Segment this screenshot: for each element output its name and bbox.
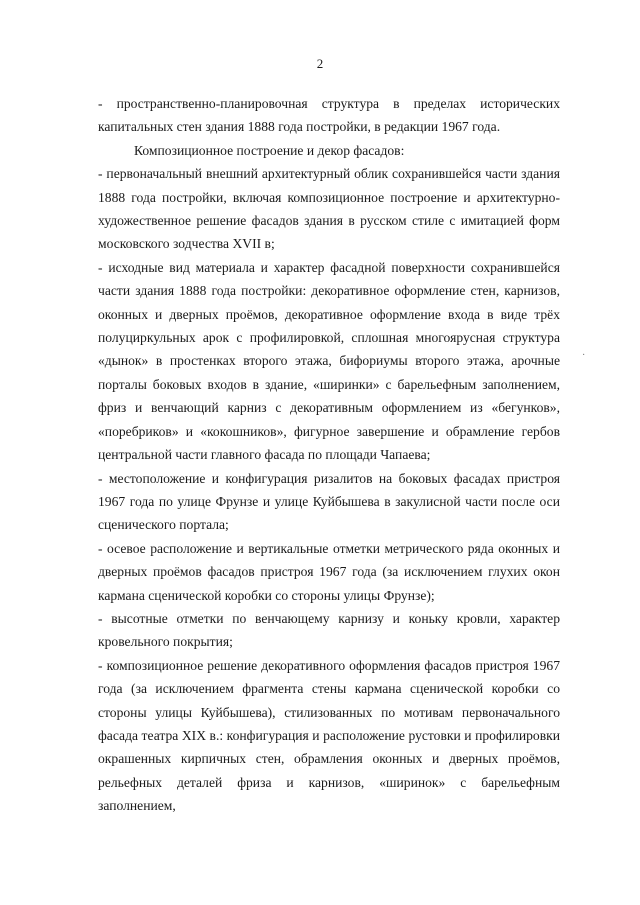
body-text (98, 92, 560, 818)
paragraph: - осевое расположение и вертикальные отметки метрического ряда оконных и дверных проёмов фасадов пристроя 1967 года (за исключением глухих окон кармана сценической коробки со стороны улицы Фрунзе); (98, 540, 560, 603)
paragraph: - местоположение и конфигурация ризалитов на боковых фасадах пристроя 1967 года по улице Фрунзе и улице Куйбышева в закулисной части после оси сценического портала; (98, 470, 560, 533)
paragraph: - композиционное решение декоративного оформления фасадов пристроя 1967 года (за исключением фрагмента стены кармана сценической коробки со стороны улицы Куйбышева), стилизованных по мотивам первоначального фасада театра XIX в.: конфигурация и расположение рустовки и профилировки окрашенных кирпичных стен, обрамления оконных и дверных проёмов, рельефных деталей фриза и карнизов, «ширинок» с барельефным заполнением, (98, 657, 560, 814)
paragraph: - высотные отметки по венчающему карнизу и коньку кровли, характер кровельного покрытия; (98, 610, 560, 650)
paragraph: - пространственно-планировочная структура в пределах исторических капитальных стен здания 1888 года постройки, в редакции 1967 года. (98, 96, 560, 135)
paragraph: Композиционное построение и декор фасадов: (134, 142, 405, 158)
page-number: 2 (316, 56, 324, 71)
paragraph: - исходные вид материала и характер фасадной поверхности сохранившейся части здания 1888 года постройки: декоративное оформление стен, карнизов, оконных и дверных проёмов, декоративное оформление входа в виде трёх полуциркульных арок с профилировкой, сплошная многоярусная структура «дынок» в простенках второго этажа, бифориумы второго этажа, арочные порталы боковых входов в здание, «ширинки» с барельефным заполнением, фриз и венчающий карниз с декоративным оформлением из «бегунков», «поребриков» и «кокошников», фигурное завершение и обрамление гербов центральной части главного фасада по площади Чапаева; (98, 259, 560, 463)
margin-mark: · (582, 350, 586, 361)
paragraph: - первоначальный внешний архитектурный облик сохранившейся части здания 1888 года постройки, включая композиционное построение и архитектурно-художественное решение фасадов здания в русском стиле с имитацией форм московского зодчества XVII в; (98, 166, 560, 252)
